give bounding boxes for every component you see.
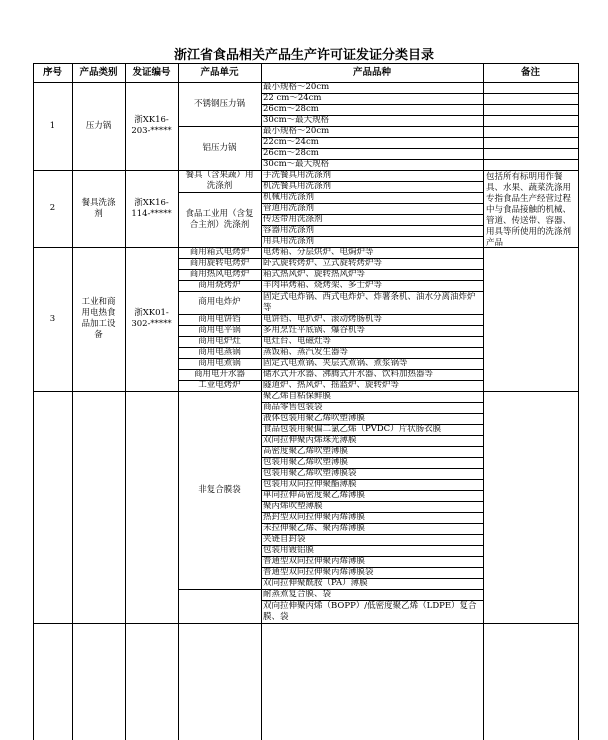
cert-number: 浙XK01- 302-***** xyxy=(131,308,172,329)
product-unit: 商用电蒸锅 xyxy=(198,347,241,357)
table-rule xyxy=(483,63,484,740)
variety-item: 机洗餐具用洗涤剂 xyxy=(263,181,332,191)
variety-item: 食品包装用聚偏二氯乙烯（PVDC）片状肠衣膜 xyxy=(263,424,442,434)
page-title: 浙江省食品相关产品生产许可证发证分类目录 xyxy=(173,48,434,63)
variety-item: 电烤箱、分层烘炉、电焗炉等 xyxy=(263,247,374,257)
product-unit: 铝压力锅 xyxy=(202,142,237,153)
table-rule xyxy=(483,93,578,94)
variety-item: 最小规格～20cm xyxy=(263,82,330,92)
product-unit: 工业电烤炉 xyxy=(198,380,241,390)
variety-item: 热封型双向拉伸聚丙烯薄膜 xyxy=(263,512,366,522)
seq-number: 3 xyxy=(49,313,56,324)
variety-item: 羊肉串烤箱、烧烤架、多士炉等 xyxy=(263,280,383,290)
variety-item: 容器用洗涤剂 xyxy=(263,225,315,235)
seq-number: 1 xyxy=(49,120,56,131)
product-unit: 商用烧烤炉 xyxy=(198,280,241,290)
variety-item: 包装用聚乙烯吹塑薄膜袋 xyxy=(263,468,357,478)
variety-item: 单向拉伸高密度聚乙烯薄膜 xyxy=(263,490,366,500)
seq-number: 2 xyxy=(49,203,56,213)
variety-item: 耐蒸煮复合膜、袋 xyxy=(263,589,332,599)
variety-item: 管道用洗涤剂 xyxy=(263,203,315,213)
variety-item: 电饼铛、电扒炉、滚动烤肠机等 xyxy=(263,314,383,324)
header-remark: 备注 xyxy=(520,67,540,78)
variety-item: 包装用聚乙烯吹塑薄膜 xyxy=(263,457,349,467)
product-unit: 食品工业用（含复 合主剂）洗涤剂 xyxy=(185,208,254,230)
variety-item: 双向拉伸聚酰胺（PA）薄膜 xyxy=(263,578,368,588)
variety-item: 聚乙烯自粘保鲜膜 xyxy=(263,391,332,401)
variety-item: 固定式电炸锅、西式电炸炉、炸薯条机、油水分离油炸炉等 xyxy=(263,291,476,313)
table-rule xyxy=(33,623,578,624)
remark-text: 包括所有标明用作餐具、水果、蔬菜洗涤用 xyxy=(486,172,572,192)
product-unit: 商用电煮锅 xyxy=(198,358,241,368)
variety-item: 22cm～24cm xyxy=(263,137,319,147)
product-unit: 商用箱式电烤炉 xyxy=(189,247,250,257)
product-unit: 商用电开水器 xyxy=(193,369,245,379)
product-category: 餐具洗涤 剂 xyxy=(81,197,116,219)
variety-item: 储水式开水器、沸腾式开水器、饮料加热器等 xyxy=(263,369,434,379)
cert-number: 浙XK16- 203-***** xyxy=(131,115,172,136)
variety-item: 商品零售包装袋 xyxy=(263,402,323,412)
variety-item: 包装用镀铝膜 xyxy=(263,545,315,555)
variety-item: 30cm～最大规格 xyxy=(263,115,330,125)
header-category: 产品类别 xyxy=(79,67,118,78)
product-unit: 非复合膜袋 xyxy=(198,484,241,495)
variety-item: 固定式电煮锅、夹层式煮锅、煮浆锅等 xyxy=(263,358,408,368)
table-rule xyxy=(483,126,578,127)
variety-item: 夹链自封袋 xyxy=(263,534,306,544)
table-rule xyxy=(33,63,34,740)
product-unit: 商用电饼铛 xyxy=(198,314,241,324)
product-unit: 商用热风电烤炉 xyxy=(189,269,250,279)
product-unit: 商用电炸炉 xyxy=(198,297,241,307)
table-rule xyxy=(178,589,261,590)
product-unit: 商用旋转电烤炉 xyxy=(189,258,250,268)
variety-item: 传送带用洗涤剂 xyxy=(263,214,323,224)
variety-item: 箱式热风炉、旋转热风炉等 xyxy=(263,269,366,279)
variety-item: 用具用洗涤剂 xyxy=(263,236,315,246)
variety-item: 双向拉伸聚丙烯珠光薄膜 xyxy=(263,435,357,445)
variety-item: 普通型双向拉伸聚丙烯薄膜 xyxy=(263,556,366,566)
product-unit: 不锈钢压力锅 xyxy=(193,98,245,109)
remark-text: 专指食品生产经营过程中与食品接触的机械、管道、传送带、容器、用具等所使用的洗涤剂产品 xyxy=(486,194,572,247)
variety-item: 高密度聚乙烯吹塑薄膜 xyxy=(263,446,349,456)
table-rule xyxy=(483,137,578,138)
variety-item: 26cm～28cm xyxy=(263,148,319,158)
variety-item: 隧道炉、热风炉、摇篮炉、旋转炉等 xyxy=(263,380,400,390)
table-rule xyxy=(483,115,578,116)
table-rule xyxy=(261,63,262,740)
product-category: 压力锅 xyxy=(85,120,112,131)
table-rule xyxy=(483,148,578,149)
table-rule xyxy=(72,63,73,740)
variety-item: 26cm～28cm xyxy=(263,104,319,114)
product-unit: 商用电炉灶 xyxy=(198,336,241,346)
variety-item: 普通型双向拉伸聚丙烯薄膜袋 xyxy=(263,567,374,577)
header-cert-no: 发证编号 xyxy=(132,67,171,78)
table-rule xyxy=(578,63,579,740)
variety-item: 聚丙烯吹塑薄膜 xyxy=(263,501,323,511)
table-rule xyxy=(33,63,578,64)
header-unit: 产品单元 xyxy=(200,67,239,78)
variety-item: 电灶台、电磁灶等 xyxy=(263,336,332,346)
variety-item: 机械用洗涤剂 xyxy=(263,192,315,202)
product-unit: 餐具（含果蔬）用 洗涤剂 xyxy=(185,170,254,191)
variety-item: 30cm～最大规格 xyxy=(263,159,330,169)
table-rule xyxy=(483,159,578,160)
variety-item: 最小规格～20cm xyxy=(263,126,330,136)
table-rule xyxy=(483,104,578,105)
variety-item: 双向拉伸聚丙烯（BOPP）/低密度聚乙烯（LDPE）复合膜、袋 xyxy=(263,600,477,622)
cert-number: 浙XK16- 114-***** xyxy=(131,197,172,219)
table-rule xyxy=(125,63,126,740)
variety-item: 卧式旋转烤炉、立式旋转烤炉等 xyxy=(263,258,383,268)
header-variety: 产品品种 xyxy=(352,67,391,78)
variety-item: 包装用双向拉伸聚酯薄膜 xyxy=(263,479,357,489)
variety-item: 蒸饭箱、蒸汽发生器等 xyxy=(263,347,349,357)
variety-item: 未拉伸聚乙烯、聚丙烯薄膜 xyxy=(263,523,366,533)
variety-item: 手洗餐具用洗涤剂 xyxy=(263,170,332,180)
variety-item: 液体包装用聚乙烯吹塑薄膜 xyxy=(263,413,366,423)
product-category: 工业和商 用电热食 品加工设 备 xyxy=(81,297,116,340)
product-unit: 商用电平锅 xyxy=(198,325,241,335)
header-seq: 序号 xyxy=(42,67,62,78)
table-rule xyxy=(178,63,179,740)
variety-item: 22 cm～24cm xyxy=(263,93,322,103)
variety-item: 多用烹饪平底锅、爆谷机等 xyxy=(263,325,366,335)
